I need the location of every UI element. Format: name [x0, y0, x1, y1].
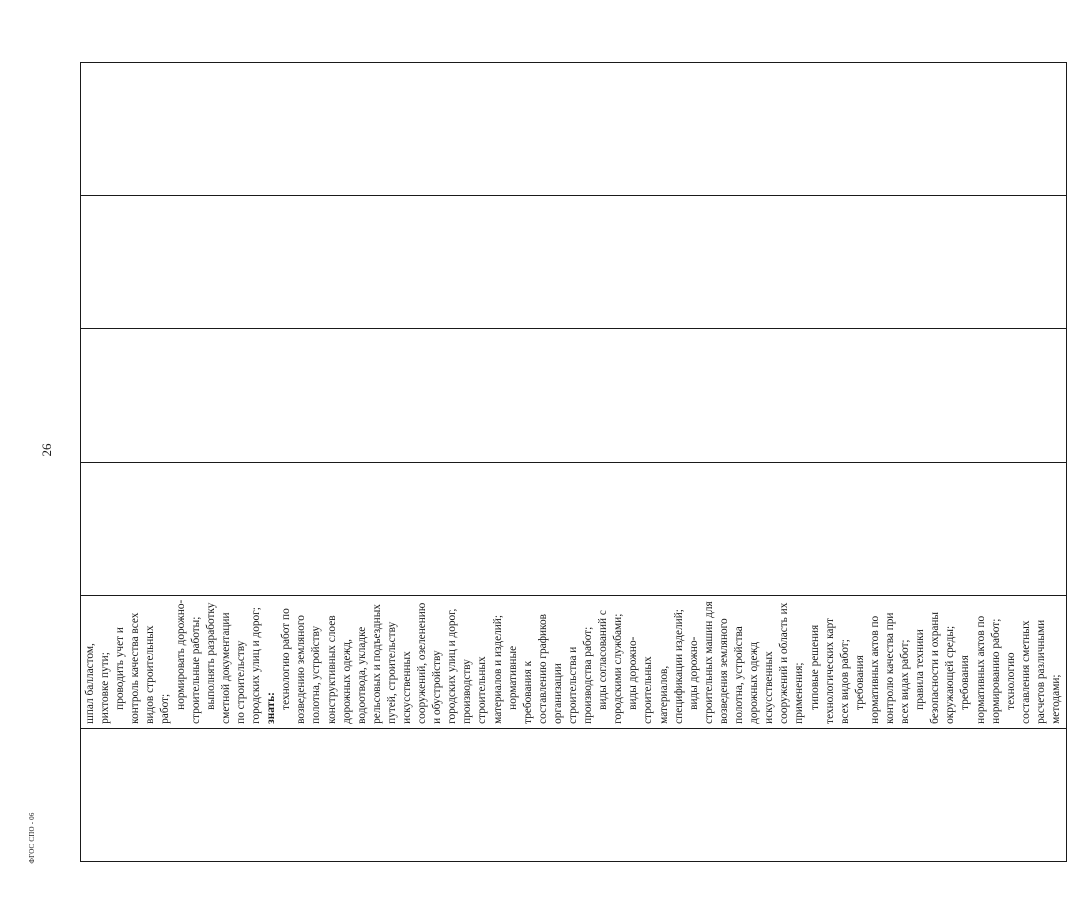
table-cell-competency-codes: [81, 63, 1067, 196]
content-line: технологию составления сметных расчетов различными методами;: [1004, 619, 1062, 724]
content-line: требования нормативных актов по контролю качества при всех видах работ;: [853, 612, 912, 724]
content-line: технологию работ по возведению земляного полотна, устройству конструктивных слоев дорожных одежд, водоотвода, укладке рельсовых и подъездных путей, строительству искусственных сооружений, озеленению и обустройству городских улиц и дорог, производству строительных материалов и изделий;: [280, 602, 504, 724]
table-cell-content: [81, 595, 1067, 728]
rotated-page-content: [80, 62, 1062, 862]
table-cell-hours: [81, 329, 1067, 462]
content-line: нормативные требования к составлению графиков организации строительства и производства работ;: [506, 614, 595, 724]
table-cell-spacer: [81, 462, 1067, 595]
content-line: выполнять разработку сметной документации по строительству городских улиц и дорог;: [204, 602, 263, 724]
content-line: шпал балластом, рихтовке пути;: [84, 643, 112, 724]
content-line: требования нормативных актов по нормированию работ;: [959, 615, 1002, 724]
content-text: [83, 600, 1064, 724]
content-line: нормировать дорожно-строительные работы;: [174, 599, 202, 724]
content-line: проводить учет и контроль качества всех видов строительных работ;: [114, 612, 172, 724]
table-cell-index: [81, 728, 1067, 861]
table-cell-discipline: [81, 196, 1067, 329]
footer-code: ФГОС СПО - 06: [28, 812, 36, 864]
section-heading: знать:: [265, 692, 278, 724]
content-line: виды дорожно-строительных материалов, спецификации изделий;: [627, 609, 685, 724]
content-line: виды дорожно-строительных машин для возведения земляного полотна, устройства дорожных одежд искусственных сооружений и область их применения;: [687, 601, 806, 724]
content-line: правила техники безопасности и охраны окружающей среды;: [914, 611, 957, 724]
page-number: 26: [39, 443, 54, 457]
table-row: [81, 63, 1067, 862]
content-line: виды согласований с городскими службами;: [597, 610, 625, 724]
content-line: типовые решения технологических карт всех видов работ;: [808, 618, 851, 724]
competency-table: [80, 62, 1067, 862]
